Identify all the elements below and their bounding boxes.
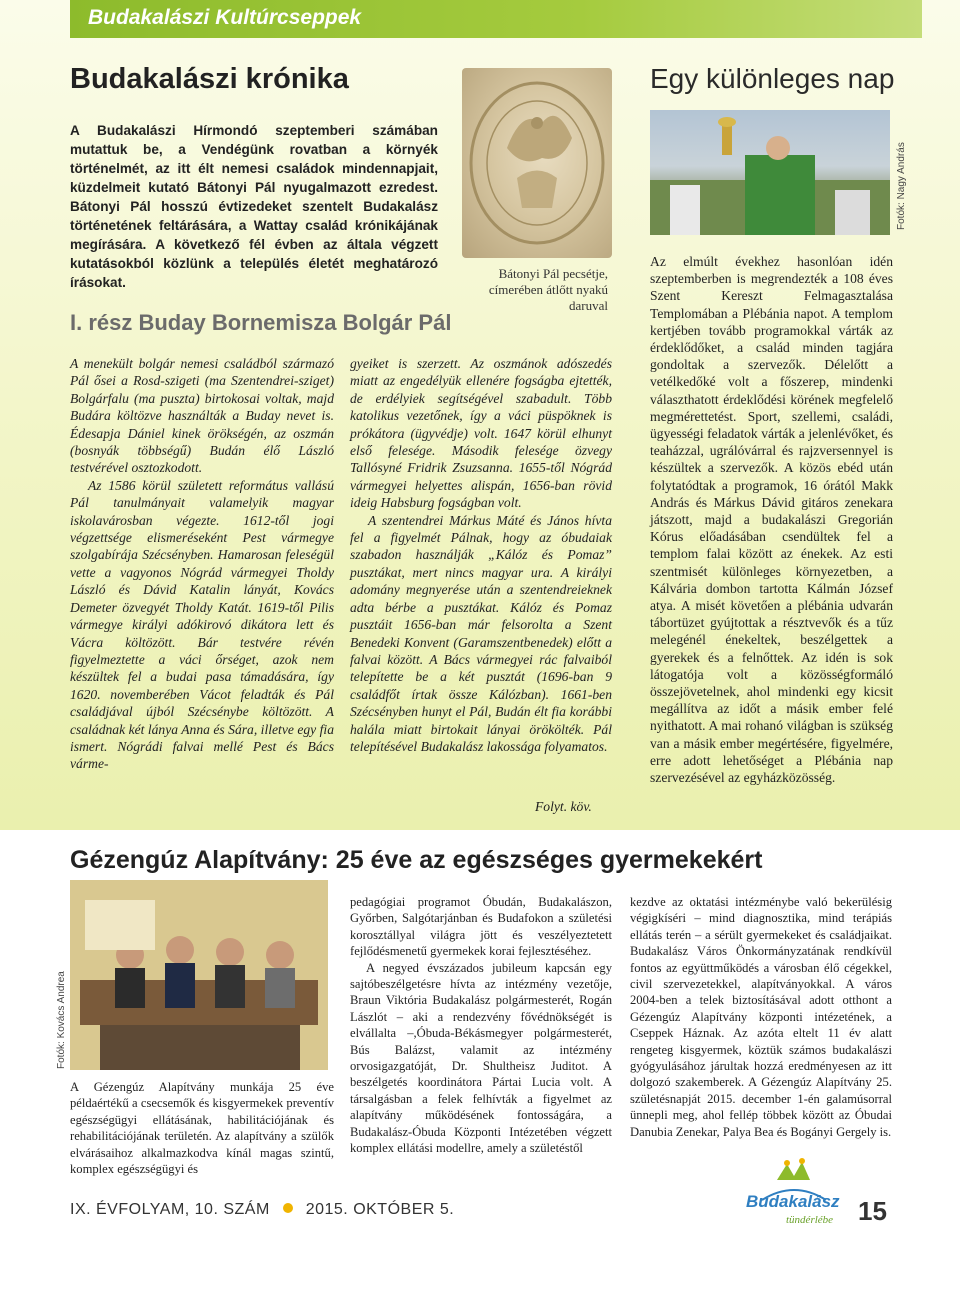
footer-issue [70,1201,454,1219]
gezenguz-column-2 [350,894,612,1157]
page-number: 15 [858,1196,887,1226]
kulonleges-text: Az elmúlt évekhez hasonlóan idén szeptemberben is megrendezték a 108 éves Szent Kereszt Felmagasztalása Templomában a Plébánia napot. A templom kertjében tovább programokkal várták az érdeklődőket, a család minden tagjára gondoltak a szervezők. Délelőtt a vetélkedőké volt a főszerep, mindenki választhatott érdeklődési körének megfelelő megmérettetést. Sport, szellemi, családi, ügyességi feladatok várták a jelenlévőket, és teaházzal, ugrálóvárral és rajzversennyel is készültek a szervezők. A közös ebéd után folytatódtak a programok, 16 órától Makk András és Márkus Dávid gitáros zenekara játszott, majd a budakalászi Gregorián Kórus előadásában csendültek fel a templom falai között az énekek. Az esti szentmisét különleges környezetben, a Kálvária dombon tartotta Kálmán József atya. A misét követően a plébánia udvarán tábortüzet gyújtottak a résztvevők és a tűz melegénél énekeltek, beszélgettek a gyerekek és a felnőttek. Az idén is sok látogatója volt a közösségformáló összejövetelnek, ahol mindenki egy kicsit megállítva az időt a másik ember felé nyithatott. A mai rohanó világban is szükség van a másik ember megértésére, figyelmére, erre adott lehetőséget a Plébánia nap szervezésével az egyházközösség. [650,254,893,786]
church-photo [650,110,890,235]
seal-illustration [462,68,612,258]
section-header-title: Budakalászi Kultúrcseppek [88,6,362,29]
logo-text: Budakalász [746,1192,840,1211]
footer-issue-label: IX. ÉVFOLYAM, 10. SZÁM [70,1201,270,1218]
photo-credit-kovacs: Fotók: Kovács Andrea [56,971,67,1069]
gezenguz-title: Gézengúz Alapítvány: 25 éve az egészséges gyermekekért [70,846,763,874]
gezenguz-col2-paragraph: A negyed évszázados jubileum kapcsán egy sajtóbeszélgetésre hívta az intézmény vezetője, Braun Viktória Budakalász polgármesterét, Rogán Lászlót – aki a rendezvény fővédnökségét is elvállalta –,Óbuda-Békásmegyer polgármesterét, Bús Balázst, valamit az intézmény orvosigazgatóját, Dr. Shultheisz Juditot. A beszélgetés koordinátora Pártai Lucia volt. A társalgásban a felek felhívták a figyelmet az alapítvány működésének fontosságára, a Budakalász-Óbuda Központi Intézetében végzett komplex ellátási modellre, amely a születéstől [350,960,612,1156]
gezenguz-column-1: A Gézengúz Alapítvány munkája 25 éve példaértékű a csecsemők és kisgyermekek preventív egészségügyi ellátásának, habilitációjának és rehabilitációjának területén. Az alapítvány a szülők elvárásaihoz alkalmazkodva kínál magas szintű, komplex egészségügyi és [70,1080,334,1177]
logo-subtext: tündérlébe [786,1214,834,1226]
gezenguz-col2-paragraph: pedagógiai programot Óbudán, Budakalászon, Győrben, Salgótarjánban és Budafokon a születési korosztállyal világra jött és veszélyeztetett fejlődésmenetű gyermekek korai fejlesztéséhez. [350,895,612,959]
kronika-col1-paragraph: Az 1586 körül született református vallású Pál tanulmányait valamelyik magyar iskolavárosban végezte. 1612-től jogi végzettsége elismeréseként Pest vármegye szolgabírája Szécsényben. Hamarosan feleségül vette a vagyonos Nógrád vármegyei Tholdy László és Dávid Katalin lányát, Kovács Demeter özvegyét Tholdy Katát. 1619-től Pilis vármegye királyi adókirovó dikátora lett és Vácra költözött. Bár testvére révén figyelmeztette a váci őrséget, azok nem készültek fel a budai pasa támadására, így 1620. novemberében Vácot feladták és Pál családjával újból Szécsénybe költözött. A családnak két lánya Anna és Sára, illetve egy fia ismert. Nógrádi falvai mellé Pest és Bács várme- [70,477,334,772]
kronika-column-2 [350,355,612,755]
church-photo-illustration [650,110,890,235]
press-photo-illustration [70,880,328,1070]
kronika-title: Budakalászi krónika [70,63,349,95]
seal-caption: Bátonyi Pál pecsétje, címerében átlőtt nyakú daruval [488,266,608,313]
budakalasz-logo [742,1150,846,1242]
seal-image [462,68,612,258]
photo-credit-nagy: Fotók: Nagy András [896,142,907,230]
gezenguz-column-3: kezdve az oktatási intézménybe való bekerülésig végigkíséri – mind diagnosztika, mind terápiás ellátás terén – a sérült gyermekeket és családjaikat. Budakalász Város Önkormányzatának rendkívül fontos az együttműködés a városban élő cégekkel, civil szervezetekkel, alapítványokkal. A város 2004-ben a telek biztosításával adott otthont a Gézengúz Alapítvány központi intézetének, a Cseppek Háznak. Az azóta eltelt 11 év alatt rengeteg kisgyermek, köztük számos budakalászi gyógyulásához járultak hozzá eredményesen az itt dolgozó szakemberek. A Gézengúz Alapítvány 25. születésnapját 2015. december 1-én galamúsorral ünnepli meg, ahol fellép többek között az Óbudai Danubia Zenekar, Palya Bea és Bogányi Gergely is. [630,895,892,1139]
kronika-col2-paragraph: gyeiket is szerzett. Az oszmánok adószedés miatt az engedélyük ellenére fogságba ejtették, de erdélyiek segítségével szabadult. Több katolikus vezetőnek, így a váci püspöknek is prókátora (ügyvédje) volt. 1647 körül elhunyt első felesége. Második felesége özvegy Tallósyné Fridrik Zsuzsanna. 1655-től Nógrád vármegyei helyettes alispán, 1656-ban rövid ideig Habsburg fogságban volt. [350,356,612,511]
kronika-col2-paragraph: A szentendrei Márkus Máté és János hívta fel a figyelmét Pálnak, hogy az óbudaiak szabadon használják „Kálóz és Pomaz” pusztákat, mert nincs magyar ura. A királyi adomány megnyerése után a szentendreieknek adta bérbe a pusztákat. Kálóz és Pomaz pusztáit 1656-ban már felsorolta a Szent Benedeki Konvent (Garamszentbenedek) előtt a falvai között. A Bács vármegyei rác falvaiból telepítette be a két pusztát (1696-ban 9 családfőt írtak össze Kálózban). 1661-ben Szécsényben hunyt el Pál, Budán élt fia korábbi halála miatt birtokait lányai örökölték. Pál telepítésével Budakalász lakossága folyamatos. [350,512,612,754]
footer-date: 2015. OKTÓBER 5. [305,1201,455,1218]
continued-note: Folyt. köv. [535,799,592,814]
footer-bullet-icon [283,1203,293,1213]
kulonleges-title: Egy különleges nap [650,63,895,94]
kronika-col1-paragraph: A menekült bolgár nemesi családból származó Pál ősei a Rosd-szigeti (ma Szentendrei-sziget) Bolgárfalu (ma puszta) birtokosai voltak, majd Budára költözve használták a Buday nevet is. Édesapja Dániel kinek örökségén, az oszmán (bosnyák többségű) Budán élő László testvérével osztozkodott. [70,356,334,476]
press-conference-photo [70,880,328,1070]
kronika-column-1 [70,355,334,773]
kronika-intro: A Budakalászi Hírmondó szeptemberi számában mutattuk be, a Vendégünk rovatban a környék történelmét, az itt élt nemesi családok mindennapjait, küzdelmeit kutató Bátonyi Pál nyugalmazott ezredest. Bátonyi Pál hosszú évtizedeket szentelt Budakalász történetének feltárására, a Wattay család krónikájának megírására. A következő fél évben az általa végzett kutatásokból közlünk a település életét meghatározó írásokat. [70,123,438,290]
kronika-part-title: I. rész Buday Bornemisza Bolgár Pál [70,310,452,335]
